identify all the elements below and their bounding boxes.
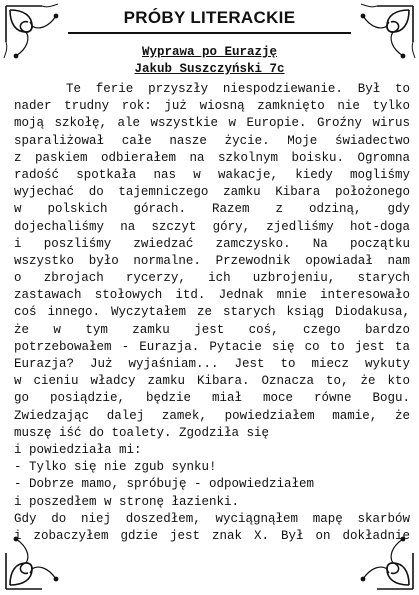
story-line: Zwiedzając dalej zamek, powiedziałem mamie, że: [14, 408, 410, 423]
story-line: Eurazja? Już wyjaśniam... Jest to miecz wykuty: [14, 357, 410, 371]
story-line: że w tym zamku jest coś, czego bardzo: [14, 322, 410, 337]
story-line: w polskich górach. Razem z odziną, gdy: [14, 202, 410, 217]
story-line: go posiądzie, będzie miał moce równe Bogu.: [14, 391, 410, 406]
story-line: i poszliśmy zwiedzać zamczysko. Na początku: [14, 236, 410, 251]
story-line: - Dobrze mamo, spróbuję - odpowiedziałem: [14, 477, 315, 492]
section-title: PRÓBY LITERACKIE: [123, 8, 296, 27]
story-body: [14, 81, 410, 545]
story-line: wyjechać do tajemniczego zamku Kibara położonego: [14, 185, 410, 200]
story-line: i zobaczyłem gdzie jest znak X. Był on dokładnie: [14, 528, 410, 543]
story-line: sparaliżował całe nasze życie. Moje świadectwo: [14, 133, 410, 148]
story-line: dojechaliśmy na szczyt góry, zjedliśmy hot-doga: [14, 219, 410, 234]
story-line: z paskiem odbierałem na szkolnym boisku. Ogromna: [14, 150, 410, 165]
story-line: w cieniu władcy zamku Kibara. Oznacza to, że kto: [14, 374, 410, 389]
story-line: muszę iść do toalety. Zgodziła się: [14, 425, 270, 440]
story-author: Jakub Suszczyński 7c: [134, 62, 285, 76]
story-line: i poszedłem w stronę łazienki.: [14, 494, 240, 509]
story-line: wszystko było normalne. Przewodnik opowiadał nam: [14, 253, 410, 268]
story-line: moją szkołę, ale wszystkie w Europie. Groźny wirus: [14, 116, 410, 131]
story-line: radość spotkała nas w wakacje, kiedy mogliśmy: [14, 167, 410, 182]
story-line: coś innego. Wyczytałem ze starych ksiąg Diodakusa,: [14, 305, 410, 320]
story-line: zastawach stołowych itd. Jednak mnie interesowało: [14, 288, 410, 303]
story-title: Wyprawa po Eurazję: [141, 45, 278, 59]
story-line: i powiedziała mi:: [14, 442, 142, 457]
story-line: nader trudny rok: już wiosną zamknięto nie tylko: [14, 99, 410, 114]
story-line: Gdy do niej doszedłem, wyciągnąłem mapę skarbów: [14, 511, 410, 526]
story-line: o zbrojach rycerzy, ich uzbrojeniu, starych: [14, 271, 410, 286]
story-line: potrzebowałem - Eurazja. Pytacie się co to jest ta: [14, 339, 410, 354]
story-line: Te ferie przyszły niespodziewanie. Był to: [66, 82, 410, 96]
story-line: - Tylko się nie zgub synku!: [14, 460, 217, 475]
title-divider: [68, 32, 351, 34]
